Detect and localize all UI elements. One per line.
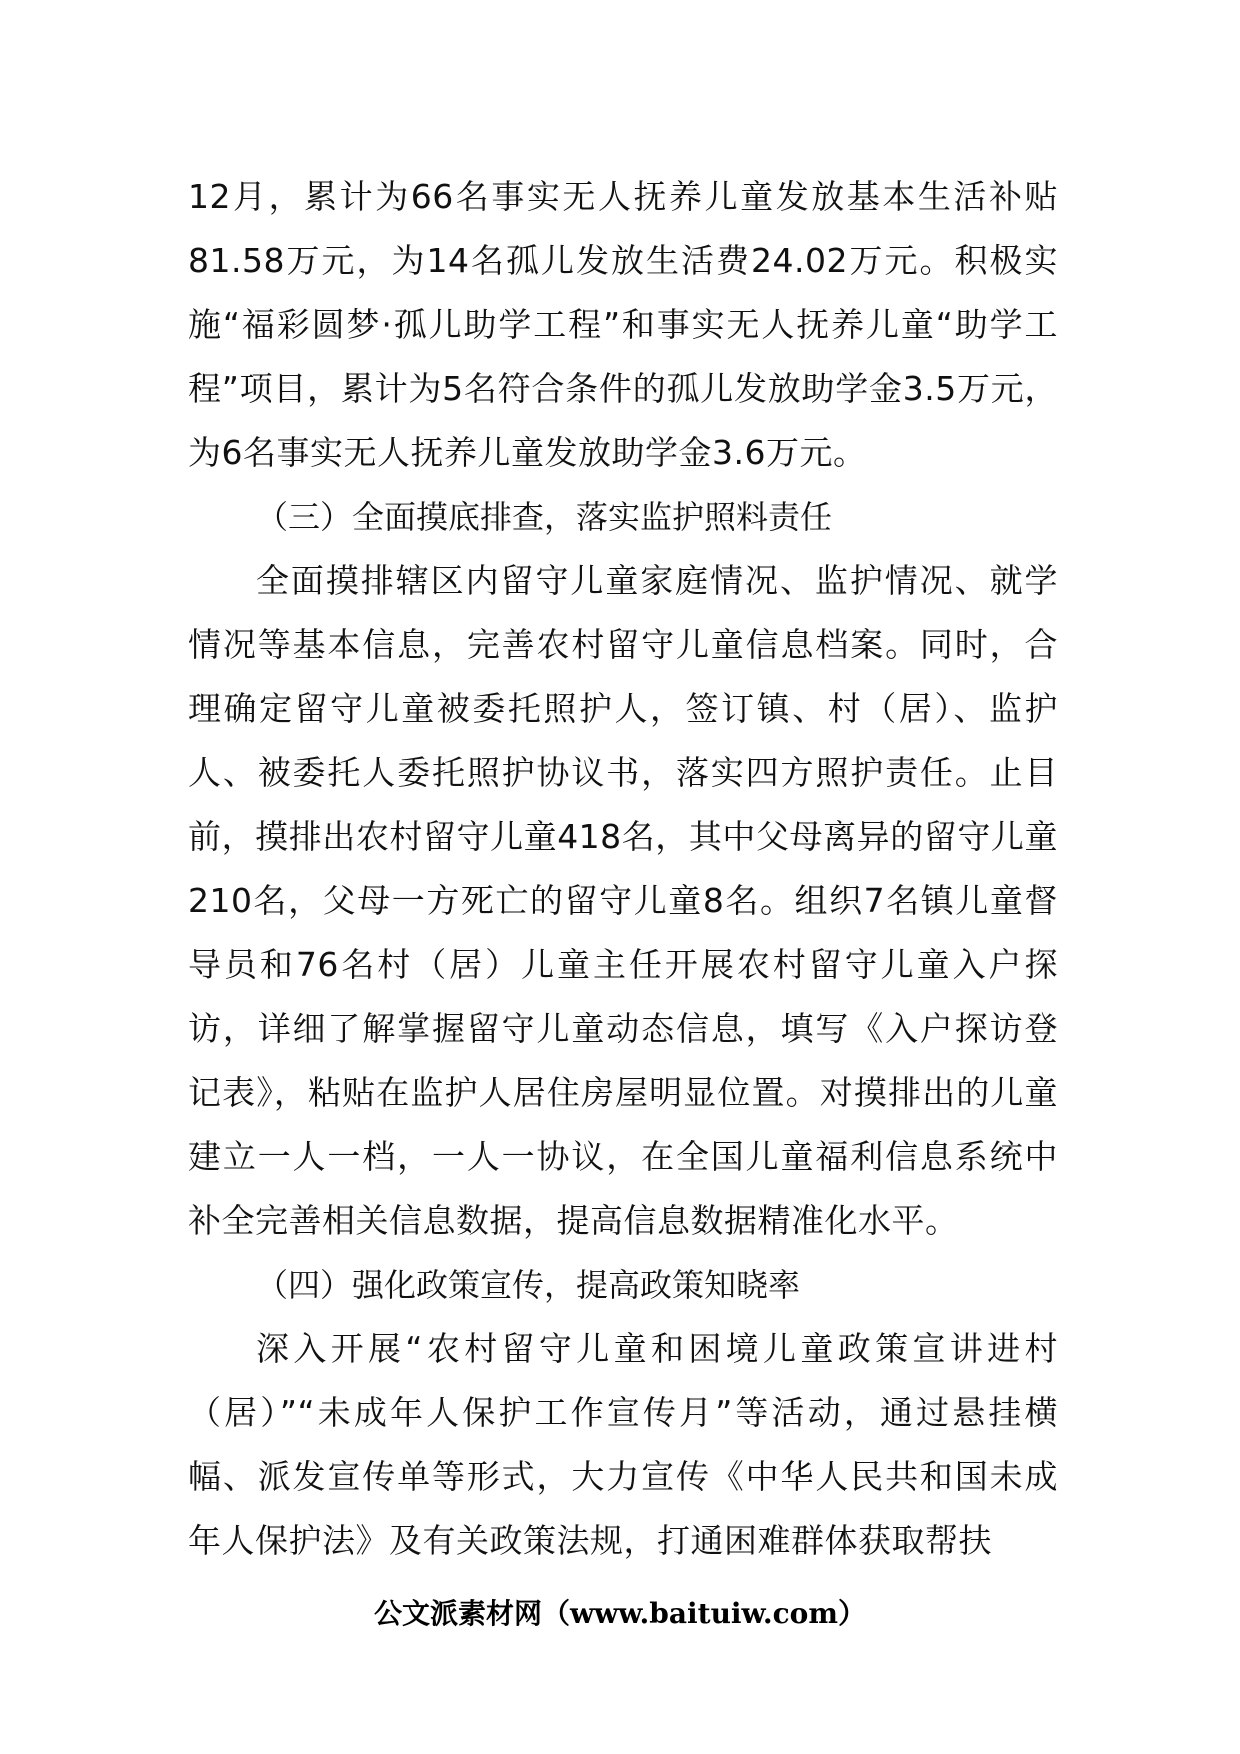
section-heading-4: （四）强化政策宣传，提高政策知晓率	[256, 1266, 801, 1304]
footer-watermark: 公文派素材网（www.baituiw.com）	[374, 1597, 866, 1630]
section-heading-3: （三）全面摸底排查，落实监护照料责任	[256, 498, 833, 536]
document-page	[188, 165, 1058, 1573]
paragraph-subsidy-continued: 12月，累计为66名事实无人抚养儿童发放基本生活补贴81.58万元，为14名孤儿发放生活费24.02万元。积极实施“福彩圆梦·孤儿助学工程”和事实无人抚养儿童“助学工程”项目，累计为5名符合条件的孤儿发放助学金3.5万元，为6名事实无人抚养儿童发放助学金3.6万元。	[188, 177, 1058, 472]
paragraph-survey: 全面摸排辖区内留守儿童家庭情况、监护情况、就学情况等基本信息，完善农村留守儿童信息档案。同时，合理确定留守儿童被委托照护人，签订镇、村（居）、监护人、被委托人委托照护协议书，落实四方照护责任。止目前，摸排出农村留守儿童418名，其中父母离异的留守儿童210名，父母一方死亡的留守儿童8名。组织7名镇儿童督导员和76名村（居）儿童主任开展农村留守儿童入户探访，详细了解掌握留守儿童动态信息，填写《入户探访登记表》，粘贴在监护人居住房屋明显位置。对摸排出的儿童建立一人一档，一人一协议，在全国儿童福利信息系统中补全完善相关信息数据，提高信息数据精准化水平。	[188, 561, 1058, 1240]
paragraph-publicity: 深入开展“农村留守儿童和困境儿童政策宣讲进村（居）”“未成年人保护工作宣传月”等活动，通过悬挂横幅、派发宣传单等形式，大力宣传《中华人民共和国未成年人保护法》及有关政策法规，打通困难群体获取帮扶	[188, 1329, 1058, 1560]
